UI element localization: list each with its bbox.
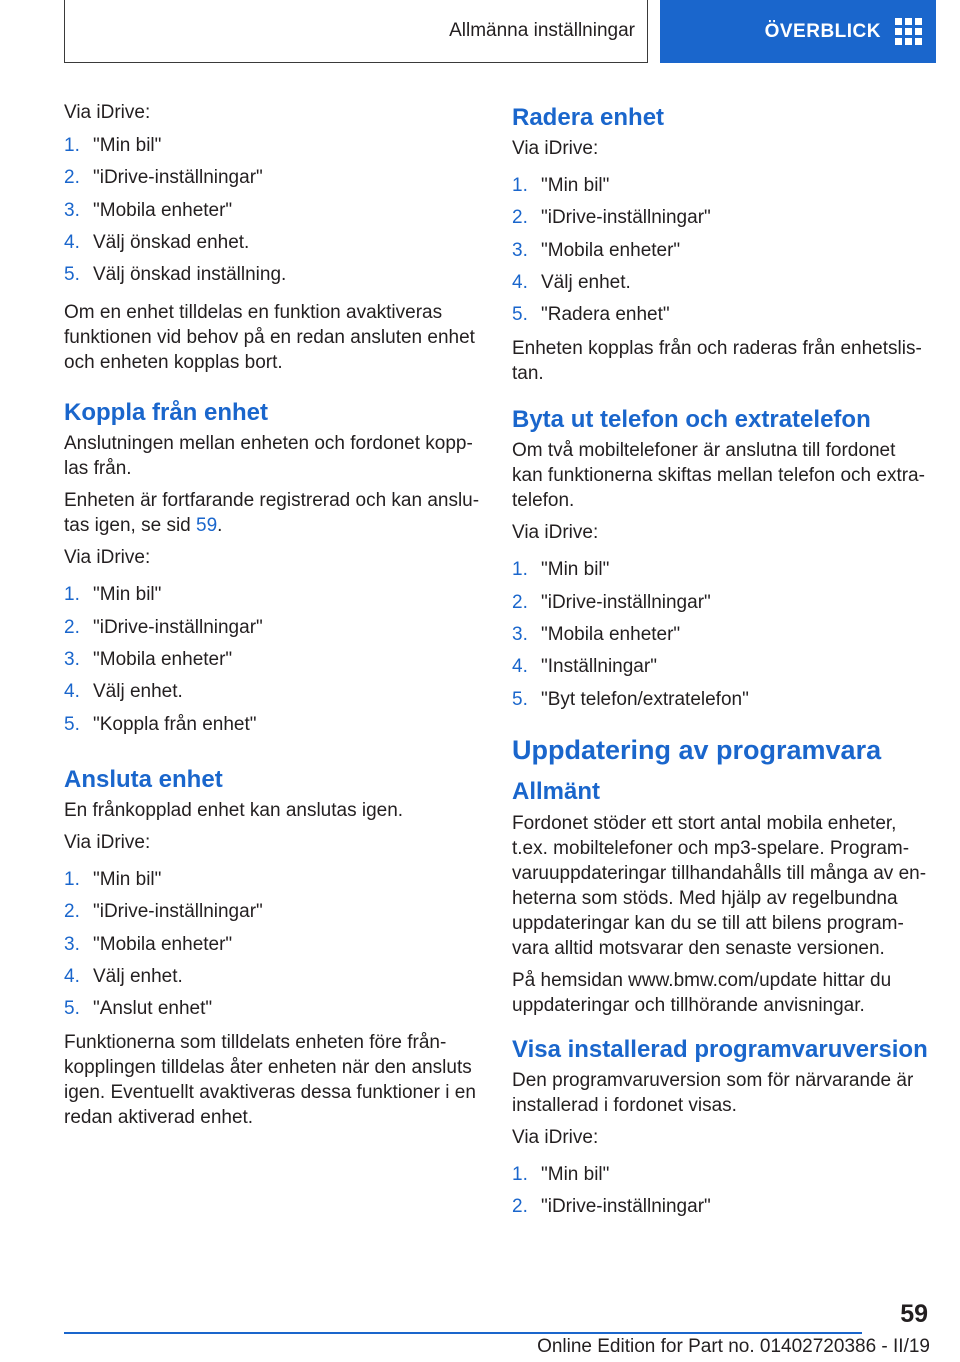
list-item-number: 2. xyxy=(64,167,80,189)
list-item-text: "Min bil" xyxy=(541,175,610,196)
heading-delete-device: Radera enhet xyxy=(512,104,665,131)
list-item xyxy=(64,964,480,996)
list-item-number: 5. xyxy=(64,713,80,735)
list-item-text: Välj önskad inställning. xyxy=(93,264,287,286)
via-idrive-label: Via iDrive: xyxy=(512,1126,599,1148)
steps-list-swap xyxy=(512,557,928,718)
list-item xyxy=(64,165,480,197)
heading-general: Allmänt xyxy=(512,777,601,805)
steps-list-version xyxy=(512,1162,928,1227)
list-item xyxy=(64,932,480,964)
list-item-text: "iDrive-inställningar" xyxy=(541,1196,711,1218)
list-item-text: Välj enhet. xyxy=(541,271,631,293)
list-item-number: 2. xyxy=(512,591,528,613)
list-item-number: 4. xyxy=(64,965,80,987)
general-paragraph-2: På hemsidan www.bmw.com/update hittar du uppdateringar och tillhörande anvisningar. xyxy=(512,969,892,1016)
via-idrive-label: Via iDrive: xyxy=(64,831,151,853)
header-section-title xyxy=(64,0,648,63)
list-item-number: 2. xyxy=(64,616,80,638)
list-item xyxy=(64,899,480,931)
list-item-text: "Mobila enheter" xyxy=(541,239,681,261)
list-item-number: 1. xyxy=(512,559,528,581)
heading-software-update: Uppdatering av programvara xyxy=(512,734,882,765)
steps-list-delete xyxy=(512,173,928,334)
general-paragraph-1: Fordonet stöder ett stort antal mobila enheter, t.ex. mobiltelefoner och mp3-spelare. Programvaruuppdateringar tillhandahålls till många av enheterna som stöds. Med hjälp av regelbundna uppdateringar kan du se till att bilens programvara alltid motsvarar den senaste versionen. xyxy=(512,812,927,959)
list-item-text: Välj önskad enhet. xyxy=(93,231,250,253)
list-item-text: "Inställningar" xyxy=(541,656,657,678)
section-title: Allmänna inställningar xyxy=(449,20,635,41)
list-item-text: "iDrive-inställningar" xyxy=(93,616,263,638)
list-item-number: 1. xyxy=(64,135,80,156)
list-item-text: "Koppla från enhet" xyxy=(93,713,257,735)
list-item-number: 4. xyxy=(512,271,528,293)
list-item-text: "Min bil" xyxy=(93,135,162,156)
list-item xyxy=(512,205,928,237)
list-item-number: 2. xyxy=(64,901,80,923)
list-item-text: "Mobila enheter" xyxy=(93,649,233,671)
connect-paragraph: En frånkopplad enhet kan anslutas igen. xyxy=(64,799,404,821)
via-idrive-label: Via iDrive: xyxy=(64,102,151,123)
via-idrive-label: Via iDrive: xyxy=(64,547,151,569)
list-item-number: 1. xyxy=(512,175,528,196)
list-item-text: "Mobila enheter" xyxy=(93,199,233,221)
list-item-number: 3. xyxy=(512,239,528,261)
list-item-text: "Min bil" xyxy=(541,559,610,581)
list-item xyxy=(512,590,928,622)
list-item xyxy=(64,262,480,294)
list-item xyxy=(64,647,480,679)
delete-paragraph: Enheten kopplas från och raderas från enhetslistan. xyxy=(512,338,922,385)
list-item-number: 2. xyxy=(512,207,528,229)
steps-list-connect xyxy=(64,867,480,1028)
list-item-number: 5. xyxy=(512,688,528,710)
list-item xyxy=(64,867,480,899)
disconnect-paragraph-1: Anslutningen mellan enheten och fordonet kopplas från. xyxy=(64,433,473,480)
list-item xyxy=(512,687,928,719)
list-item-text: "Mobila enheter" xyxy=(93,933,233,955)
heading-connect-device: Ansluta enhet xyxy=(64,765,223,793)
list-item xyxy=(512,557,928,589)
heading-swap-phone: Byta ut telefon och extratelefon xyxy=(512,406,871,434)
list-item-number: 1. xyxy=(512,1163,528,1185)
assign-function-note: Om en enhet tilldelas en funktion avaktiveras funktionen vid behov på en redan ansluten enhet och enheten kopplas bort. xyxy=(64,302,475,374)
list-item xyxy=(512,1162,928,1194)
list-item-number: 5. xyxy=(64,264,80,286)
list-item-text: Välj enhet. xyxy=(93,681,183,703)
connect-functions-note: Funktionerna som tilldelats enheten före frånkopplingen tilldelas åter enheten när den ansluts igen. Eventuellt avaktiveras dessa funktioner i en redan aktiverad enhet. xyxy=(64,1032,476,1129)
disconnect-paragraph-2 xyxy=(64,488,480,538)
steps-list-settings xyxy=(64,133,480,294)
via-idrive-label: Via iDrive: xyxy=(512,138,599,159)
grid-icon xyxy=(895,18,922,45)
page-number: 59 xyxy=(900,1300,928,1328)
list-item xyxy=(512,238,928,270)
list-item-number: 1. xyxy=(64,868,80,890)
list-item xyxy=(512,1194,928,1226)
swap-paragraph: Om två mobiltelefoner är anslutna till fordonet kan funktionerna skiftas mellan telefon och extratelefon. xyxy=(512,440,925,512)
list-item-number: 4. xyxy=(512,656,528,678)
list-item-text: Välj enhet. xyxy=(93,965,183,987)
list-item-number: 3. xyxy=(64,649,80,671)
overview-tab[interactable] xyxy=(660,0,936,63)
list-item-number: 3. xyxy=(64,933,80,955)
footer-edition: Online Edition for Part no. 01402720386 - II/19 xyxy=(537,1336,930,1357)
heading-disconnect-device: Koppla från enhet xyxy=(64,399,269,427)
list-item xyxy=(64,996,480,1028)
list-item xyxy=(64,615,480,647)
list-item-text: "iDrive-inställningar" xyxy=(93,167,263,189)
heading-show-version: Visa installerad programvaruversion xyxy=(512,1035,928,1063)
list-item-text: "iDrive-inställningar" xyxy=(541,591,711,613)
overview-tab-label: ÖVERBLICK xyxy=(764,20,881,42)
list-item xyxy=(64,198,480,230)
list-item-text: "Byt telefon/extratelefon" xyxy=(541,688,749,710)
list-item-text: "iDrive-inställningar" xyxy=(93,901,263,923)
list-item-text: "Mobila enheter" xyxy=(541,624,681,646)
page-link-59[interactable]: 59 xyxy=(196,515,218,537)
list-item-text: "Min bil" xyxy=(93,584,162,606)
disconnect-text-end: . xyxy=(217,515,223,537)
list-item xyxy=(64,230,480,262)
list-item xyxy=(512,654,928,686)
list-item xyxy=(64,679,480,711)
list-item-text: "Radera enhet" xyxy=(541,304,670,326)
left-column xyxy=(64,100,480,1137)
disconnect-text: Enheten är fortfarande registrerad och kan anslutas igen, se sid xyxy=(64,490,480,537)
list-item xyxy=(64,712,480,744)
list-item-number: 3. xyxy=(512,624,528,646)
list-item-text: "iDrive-inställningar" xyxy=(541,207,711,229)
via-idrive-label: Via iDrive: xyxy=(512,522,599,544)
list-item xyxy=(512,302,928,334)
version-paragraph: Den programvaruversion som för närvarande är installerad i fordonet visas. xyxy=(512,1069,914,1116)
list-item-number: 4. xyxy=(64,231,80,253)
list-item xyxy=(64,133,480,165)
list-item-number: 1. xyxy=(64,584,80,606)
right-column xyxy=(512,102,928,1233)
list-item-number: 2. xyxy=(512,1196,528,1218)
list-item-number: 4. xyxy=(64,681,80,703)
steps-list-disconnect xyxy=(64,582,480,743)
list-item-number: 5. xyxy=(64,998,80,1020)
footer-divider xyxy=(64,1332,862,1334)
list-item-number: 5. xyxy=(512,304,528,326)
list-item xyxy=(512,622,928,654)
list-item xyxy=(64,582,480,614)
list-item-text: "Min bil" xyxy=(93,868,162,890)
list-item xyxy=(512,173,928,205)
list-item-number: 3. xyxy=(64,199,80,221)
list-item-text: "Min bil" xyxy=(541,1163,610,1185)
list-item-text: "Anslut enhet" xyxy=(93,998,213,1020)
list-item xyxy=(512,270,928,302)
